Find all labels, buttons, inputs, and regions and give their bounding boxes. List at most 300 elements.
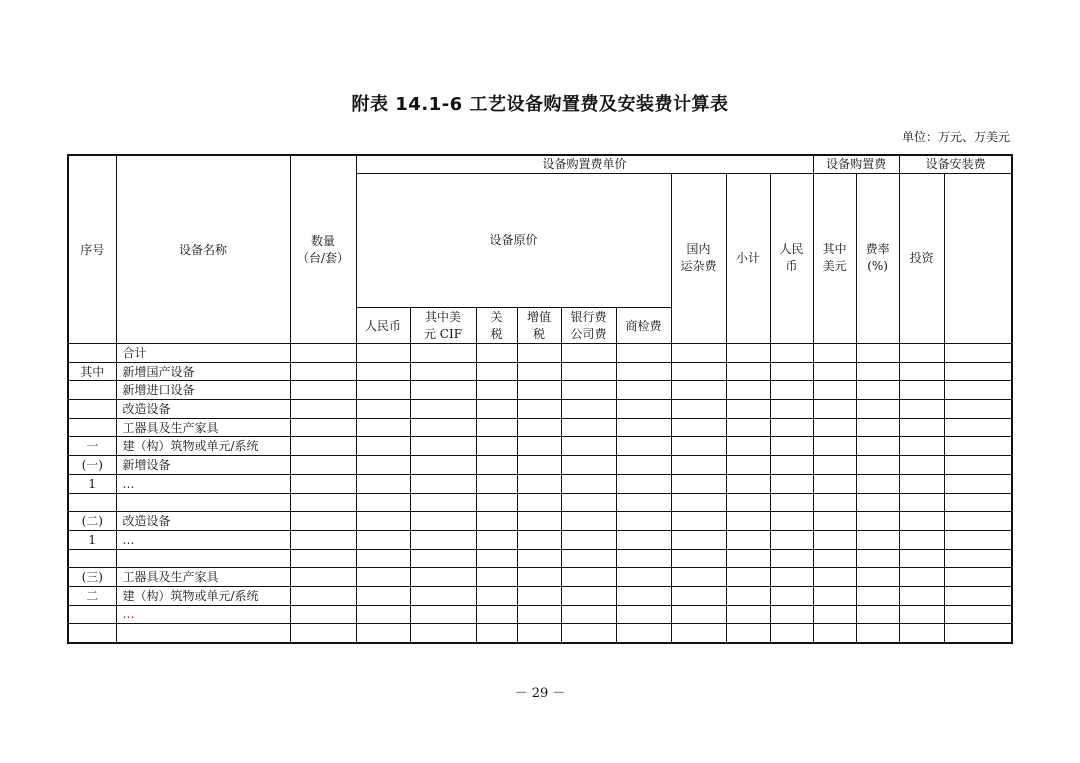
row-seq-cell: [68, 605, 116, 624]
row-seq-cell: (一): [68, 456, 116, 475]
row-value-cell: [290, 344, 356, 363]
row-value-cell: [517, 474, 561, 493]
row-value-cell: [517, 400, 561, 419]
row-name-cell: …: [116, 605, 290, 624]
row-value-cell: [726, 549, 770, 568]
row-value-cell: [813, 605, 856, 624]
row-name-cell: 新增国产设备: [116, 362, 290, 381]
row-value-cell: [290, 362, 356, 381]
row-value-cell: [616, 456, 671, 475]
table-row: [68, 549, 1012, 568]
row-value-cell: [356, 381, 410, 400]
row-value-cell: [899, 605, 944, 624]
header-unit-price-group: 设备购置费单价: [356, 155, 813, 173]
row-value-cell: [517, 512, 561, 531]
row-value-cell: [856, 530, 899, 549]
row-value-cell: [944, 512, 1012, 531]
row-seq-cell: [68, 400, 116, 419]
header-rate-line1: 费率: [865, 242, 890, 257]
row-value-cell: [290, 568, 356, 587]
row-value-cell: [561, 474, 616, 493]
row-value-cell: [770, 418, 813, 437]
row-value-cell: [476, 624, 517, 643]
table-row: [68, 400, 1012, 419]
row-value-cell: [476, 381, 517, 400]
row-value-cell: [813, 456, 856, 475]
row-value-cell: [561, 493, 616, 512]
row-value-cell: [856, 568, 899, 587]
row-name-cell: …: [116, 474, 290, 493]
row-value-cell: [770, 400, 813, 419]
table-row: [68, 568, 1012, 587]
row-value-cell: [517, 586, 561, 605]
header-purchase-usd: [813, 173, 856, 344]
row-value-cell: [726, 400, 770, 419]
row-name-cell: 建（构）筑物或单元/系统: [116, 586, 290, 605]
row-value-cell: [410, 586, 476, 605]
row-value-cell: [899, 624, 944, 643]
row-value-cell: [561, 605, 616, 624]
row-value-cell: [770, 381, 813, 400]
row-value-cell: [856, 586, 899, 605]
row-value-cell: [290, 549, 356, 568]
row-value-cell: [671, 456, 726, 475]
row-value-cell: [561, 549, 616, 568]
row-value-cell: [813, 512, 856, 531]
row-value-cell: [356, 400, 410, 419]
row-value-cell: [476, 530, 517, 549]
row-value-cell: [356, 568, 410, 587]
row-name-cell: [116, 624, 290, 643]
row-value-cell: [410, 512, 476, 531]
row-value-cell: [616, 362, 671, 381]
row-value-cell: [476, 437, 517, 456]
row-value-cell: [561, 400, 616, 419]
row-value-cell: [813, 437, 856, 456]
header-purchase-rmb-line2: 币: [785, 259, 798, 274]
row-value-cell: [476, 474, 517, 493]
row-value-cell: [899, 418, 944, 437]
row-value-cell: [726, 344, 770, 363]
row-value-cell: [290, 400, 356, 419]
row-value-cell: [356, 437, 410, 456]
row-value-cell: [770, 362, 813, 381]
row-value-cell: [856, 512, 899, 531]
row-value-cell: [813, 362, 856, 381]
row-value-cell: [410, 362, 476, 381]
row-value-cell: [813, 624, 856, 643]
row-value-cell: [813, 381, 856, 400]
row-value-cell: [616, 605, 671, 624]
header-usd-cif-line2: 元 CIF: [423, 326, 463, 341]
row-value-cell: [561, 437, 616, 456]
row-value-cell: [290, 381, 356, 400]
row-value-cell: [290, 493, 356, 512]
row-value-cell: [290, 624, 356, 643]
row-value-cell: [770, 493, 813, 512]
row-value-cell: [410, 400, 476, 419]
row-value-cell: [616, 344, 671, 363]
row-value-cell: [671, 362, 726, 381]
row-value-cell: [899, 456, 944, 475]
row-value-cell: [290, 512, 356, 531]
row-value-cell: [813, 493, 856, 512]
row-value-cell: [770, 530, 813, 549]
row-value-cell: [290, 474, 356, 493]
row-value-cell: [671, 493, 726, 512]
row-value-cell: [944, 549, 1012, 568]
row-seq-cell: [68, 549, 116, 568]
row-value-cell: [410, 568, 476, 587]
row-seq-cell: [68, 624, 116, 643]
row-value-cell: [356, 456, 410, 475]
row-value-cell: [410, 549, 476, 568]
row-seq-cell: (二): [68, 512, 116, 531]
row-value-cell: [561, 624, 616, 643]
row-value-cell: [770, 605, 813, 624]
row-value-cell: [899, 586, 944, 605]
row-value-cell: [476, 512, 517, 531]
table-row: [68, 605, 1012, 624]
table-row: [68, 474, 1012, 493]
row-value-cell: [517, 549, 561, 568]
row-value-cell: [944, 624, 1012, 643]
row-value-cell: [856, 400, 899, 419]
row-name-cell: [116, 549, 290, 568]
row-value-cell: [356, 362, 410, 381]
row-value-cell: [410, 437, 476, 456]
header-inspection: 商检费: [616, 308, 671, 344]
row-value-cell: [899, 568, 944, 587]
row-name-cell: 工器具及生产家具: [116, 568, 290, 587]
row-name-cell: 工器具及生产家具: [116, 418, 290, 437]
row-value-cell: [356, 624, 410, 643]
row-value-cell: [899, 549, 944, 568]
row-value-cell: [856, 474, 899, 493]
row-value-cell: [671, 400, 726, 419]
row-value-cell: [770, 624, 813, 643]
row-value-cell: [476, 456, 517, 475]
header-subtotal: 小计: [726, 173, 770, 344]
header-vat: [517, 308, 561, 344]
row-value-cell: [856, 624, 899, 643]
row-seq-cell: [68, 381, 116, 400]
row-value-cell: [476, 549, 517, 568]
header-usd-cif-line1: 其中美: [424, 309, 461, 324]
table-row: [68, 418, 1012, 437]
row-value-cell: [356, 605, 410, 624]
table-row: [68, 344, 1012, 363]
row-value-cell: [517, 418, 561, 437]
row-value-cell: [726, 493, 770, 512]
row-value-cell: [616, 568, 671, 587]
row-seq-cell: 二: [68, 586, 116, 605]
header-purchase-usd-line1: 其中: [822, 242, 847, 257]
header-purchase-rmb-line1: 人民: [779, 242, 804, 257]
row-value-cell: [410, 456, 476, 475]
row-value-cell: [561, 381, 616, 400]
row-value-cell: [856, 437, 899, 456]
header-rmb: 人民币: [356, 308, 410, 344]
row-value-cell: [476, 605, 517, 624]
row-value-cell: [899, 437, 944, 456]
row-value-cell: [944, 344, 1012, 363]
header-vat-line1: 增值: [526, 309, 551, 324]
row-value-cell: [616, 530, 671, 549]
table-row: [68, 437, 1012, 456]
row-seq-cell: [68, 344, 116, 363]
row-value-cell: [856, 362, 899, 381]
header-quantity-line2: （台/套）: [296, 250, 350, 265]
row-value-cell: [517, 437, 561, 456]
row-value-cell: [616, 381, 671, 400]
row-value-cell: [410, 605, 476, 624]
row-value-cell: [770, 568, 813, 587]
header-domestic-line1: 国内: [686, 242, 711, 257]
row-value-cell: [671, 586, 726, 605]
document-title: 附表 14.1-6 工艺设备购置费及安装费计算表: [351, 94, 729, 115]
row-name-cell: 改造设备: [116, 400, 290, 419]
row-value-cell: [726, 605, 770, 624]
header-tariff-line1: 关: [490, 309, 503, 324]
unit-note: 单位：万元、万美元: [901, 130, 1010, 144]
row-value-cell: [944, 400, 1012, 419]
row-value-cell: [813, 474, 856, 493]
row-value-cell: [290, 586, 356, 605]
row-value-cell: [671, 381, 726, 400]
row-value-cell: [561, 456, 616, 475]
row-value-cell: [616, 586, 671, 605]
table-row: [68, 586, 1012, 605]
row-value-cell: [944, 474, 1012, 493]
row-value-cell: [290, 605, 356, 624]
row-value-cell: [561, 344, 616, 363]
row-value-cell: [290, 456, 356, 475]
row-value-cell: [813, 344, 856, 363]
table-row: [68, 493, 1012, 512]
row-value-cell: [944, 437, 1012, 456]
row-value-cell: [899, 512, 944, 531]
row-value-cell: [356, 493, 410, 512]
row-value-cell: [356, 586, 410, 605]
row-name-cell: 新增进口设备: [116, 381, 290, 400]
row-value-cell: [356, 344, 410, 363]
row-value-cell: [944, 605, 1012, 624]
row-seq-cell: [68, 493, 116, 512]
table-row: [68, 381, 1012, 400]
header-bank-line1: 银行费: [570, 309, 607, 324]
row-value-cell: [813, 549, 856, 568]
row-value-cell: [517, 381, 561, 400]
row-value-cell: [899, 362, 944, 381]
header-quantity-line1: 数量: [310, 233, 335, 248]
row-value-cell: [899, 530, 944, 549]
row-value-cell: [726, 624, 770, 643]
row-value-cell: [726, 568, 770, 587]
row-value-cell: [899, 493, 944, 512]
table-row: [68, 362, 1012, 381]
row-value-cell: [356, 530, 410, 549]
page-number: － 29 －: [514, 686, 566, 701]
header-tariff: [476, 308, 517, 344]
header-purchase-usd-line2: 美元: [822, 259, 847, 274]
row-value-cell: [671, 549, 726, 568]
row-value-cell: [899, 381, 944, 400]
row-value-cell: [356, 474, 410, 493]
row-value-cell: [726, 586, 770, 605]
row-value-cell: [856, 418, 899, 437]
row-value-cell: [856, 344, 899, 363]
row-value-cell: [476, 344, 517, 363]
row-value-cell: [770, 474, 813, 493]
row-value-cell: [517, 624, 561, 643]
row-value-cell: [726, 530, 770, 549]
row-value-cell: [856, 381, 899, 400]
row-value-cell: [517, 362, 561, 381]
row-value-cell: [671, 568, 726, 587]
row-value-cell: [671, 605, 726, 624]
header-tariff-line2: 税: [490, 326, 503, 341]
row-value-cell: [726, 418, 770, 437]
row-value-cell: [671, 418, 726, 437]
row-value-cell: [561, 512, 616, 531]
row-value-cell: [410, 381, 476, 400]
row-value-cell: [899, 400, 944, 419]
row-value-cell: [561, 568, 616, 587]
row-value-cell: [671, 437, 726, 456]
row-value-cell: [561, 586, 616, 605]
row-value-cell: [726, 362, 770, 381]
header-quantity: [290, 155, 356, 344]
row-value-cell: [770, 586, 813, 605]
row-value-cell: [476, 493, 517, 512]
header-domestic-line2: 运杂费: [680, 259, 717, 274]
table-row: [68, 624, 1012, 643]
row-value-cell: [616, 512, 671, 531]
row-value-cell: [356, 512, 410, 531]
row-value-cell: [410, 344, 476, 363]
row-value-cell: [290, 437, 356, 456]
row-value-cell: [856, 493, 899, 512]
row-value-cell: [561, 418, 616, 437]
table-row: [68, 530, 1012, 549]
table-body: [68, 344, 1012, 643]
row-value-cell: [616, 400, 671, 419]
row-value-cell: [856, 549, 899, 568]
row-value-cell: [726, 512, 770, 531]
row-value-cell: [476, 362, 517, 381]
table-row: [68, 456, 1012, 475]
row-value-cell: [616, 418, 671, 437]
row-value-cell: [899, 344, 944, 363]
row-value-cell: [944, 418, 1012, 437]
row-value-cell: [671, 344, 726, 363]
header-purchase-rmb: [770, 173, 813, 344]
row-value-cell: [944, 362, 1012, 381]
header-usd-cif: [410, 308, 476, 344]
row-name-cell: 合计: [116, 344, 290, 363]
row-value-cell: [671, 530, 726, 549]
row-name-cell: 改造设备: [116, 512, 290, 531]
row-seq-cell: 1: [68, 474, 116, 493]
header-domestic-freight: [671, 173, 726, 344]
row-value-cell: [671, 512, 726, 531]
header-seq: 序号: [68, 155, 116, 344]
row-seq-cell: 1: [68, 530, 116, 549]
row-value-cell: [410, 418, 476, 437]
row-value-cell: [944, 456, 1012, 475]
row-value-cell: [616, 437, 671, 456]
row-name-cell: 建（构）筑物或单元/系统: [116, 437, 290, 456]
row-value-cell: [476, 586, 517, 605]
row-value-cell: [770, 456, 813, 475]
row-value-cell: [944, 493, 1012, 512]
row-value-cell: [410, 474, 476, 493]
row-value-cell: [356, 549, 410, 568]
row-value-cell: [476, 418, 517, 437]
row-value-cell: [813, 400, 856, 419]
row-value-cell: [856, 456, 899, 475]
row-value-cell: [726, 381, 770, 400]
row-value-cell: [561, 362, 616, 381]
header-vat-line2: 税: [532, 326, 545, 341]
row-value-cell: [517, 568, 561, 587]
row-value-cell: [410, 493, 476, 512]
row-value-cell: [944, 586, 1012, 605]
row-value-cell: [517, 456, 561, 475]
row-value-cell: [616, 624, 671, 643]
row-value-cell: [726, 456, 770, 475]
header-rate-line2: (%): [867, 259, 888, 274]
table-row: [68, 512, 1012, 531]
row-name-cell: [116, 493, 290, 512]
header-install-group: 设备安装费: [899, 155, 1012, 173]
row-value-cell: [899, 474, 944, 493]
row-value-cell: [856, 605, 899, 624]
row-value-cell: [944, 381, 1012, 400]
row-name-cell: …: [116, 530, 290, 549]
row-value-cell: [944, 568, 1012, 587]
row-value-cell: [813, 586, 856, 605]
row-name-cell: 新增设备: [116, 456, 290, 475]
row-value-cell: [476, 568, 517, 587]
row-seq-cell: 一: [68, 437, 116, 456]
row-value-cell: [813, 568, 856, 587]
row-value-cell: [726, 474, 770, 493]
row-value-cell: [944, 530, 1012, 549]
row-value-cell: [561, 530, 616, 549]
cost-calculation-table: [67, 154, 1013, 644]
row-value-cell: [671, 474, 726, 493]
row-value-cell: [726, 437, 770, 456]
row-value-cell: [616, 493, 671, 512]
row-value-cell: [770, 549, 813, 568]
row-value-cell: [813, 418, 856, 437]
row-value-cell: [410, 530, 476, 549]
row-seq-cell: 其中: [68, 362, 116, 381]
row-value-cell: [616, 474, 671, 493]
header-investment: 投资: [899, 173, 944, 344]
row-value-cell: [517, 530, 561, 549]
row-value-cell: [410, 624, 476, 643]
header-original-price-group: 设备原价: [356, 173, 671, 308]
row-value-cell: [671, 624, 726, 643]
header-bank-line2: 公司费: [570, 326, 607, 341]
header-rate: [856, 173, 899, 344]
row-value-cell: [813, 530, 856, 549]
row-value-cell: [517, 605, 561, 624]
row-value-cell: [517, 493, 561, 512]
